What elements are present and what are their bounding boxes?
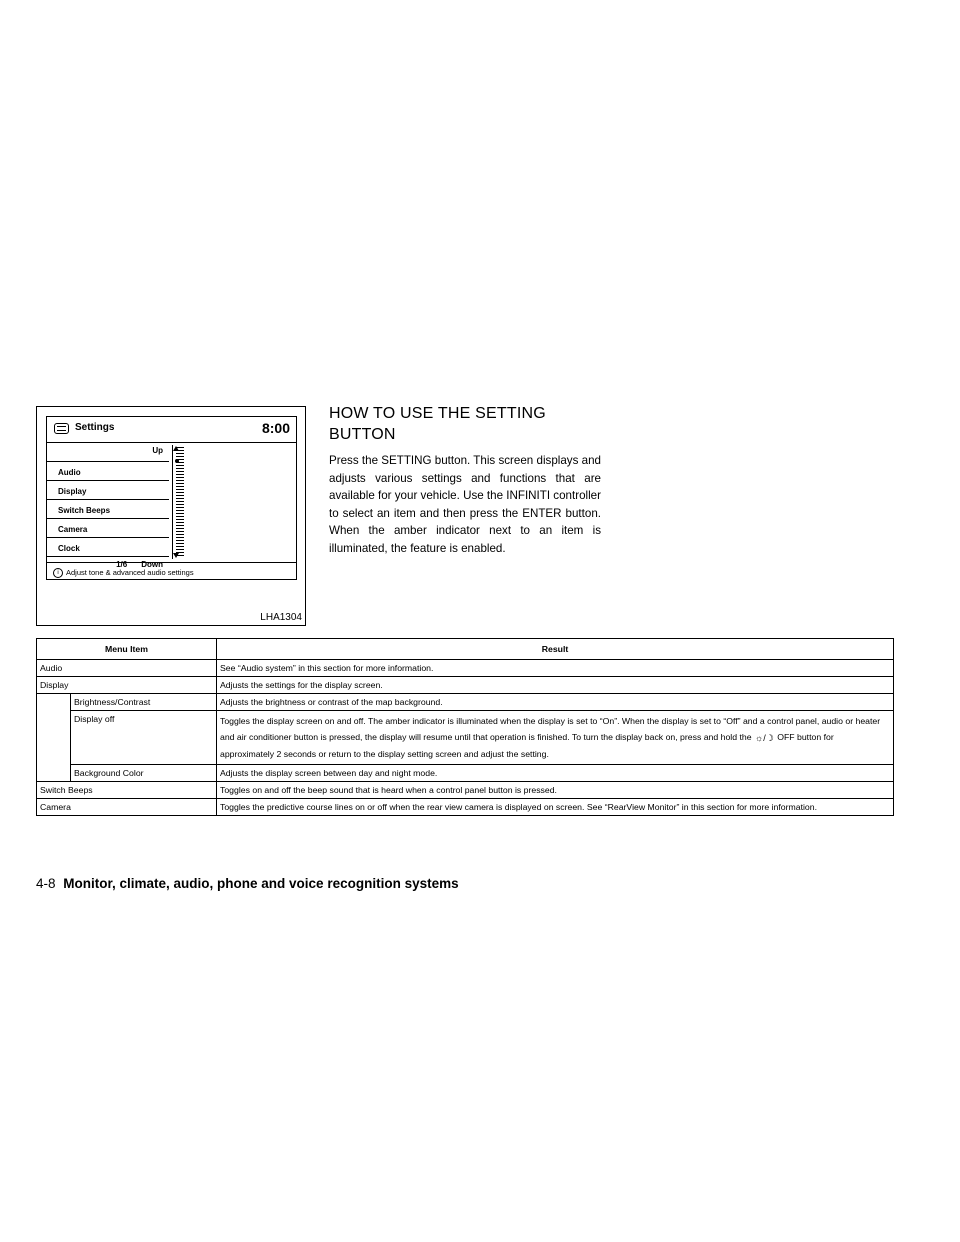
table-row [37,694,894,711]
row-item-display-off: Display off [71,711,217,765]
info-icon: i [53,568,63,578]
menu-item-camera: Camera [47,519,169,538]
info-text: Adjust tone & advanced audio settings [66,568,194,577]
table-row [37,799,894,816]
indent-gutter [37,694,71,782]
row-result-display-off [217,711,894,765]
row-item-display: Display [37,677,217,694]
table-row [37,711,894,765]
row-result-audio: See “Audio system” in this section for more information. [217,660,894,677]
table-header-row [37,639,894,660]
header-result: Result [217,639,894,660]
down-label: Down [141,560,163,569]
screen-clock: 8:00 [261,420,290,436]
settings-menu [47,443,169,576]
row-item-brightness: Brightness/Contrast [71,694,217,711]
scroll-up-arrow-icon [173,446,179,451]
row-result-background: Adjusts the display screen between day and night mode. [217,765,894,782]
table-row [37,782,894,799]
up-label: Up [47,443,169,462]
row-item-switch-beeps: Switch Beeps [37,782,217,799]
row-result-camera: Toggles the predictive course lines on or off when the rear view camera is displayed on screen. See “RearView Monitor” in this section for more information. [217,799,894,816]
table-row [37,765,894,782]
scroll-position-indicator [175,459,179,463]
menu-item-switch-beeps: Switch Beeps [47,500,169,519]
section-heading: HOW TO USE THE SETTING BUTTON [329,405,546,443]
page-number: 4-8 [36,876,56,891]
row-item-background: Background Color [71,765,217,782]
screen-header [47,417,296,443]
page-indicator: 1/6 [116,560,128,569]
menu-item-clock: Clock [47,538,169,557]
display-off-text-2: OFF button for approximately 2 seconds or return to the display setting screen and adjust the setting. [220,732,834,759]
section-intro: Press the SETTING button. This screen displays and adjusts various settings and functions that are available for your vehicle. Use the INFINITI controller to select an item and then press the ENTER button. When the amber indicator next to an item is illuminated, the feature is enabled. [329,454,601,555]
row-item-camera: Camera [37,799,217,816]
scroll-down-arrow-icon [173,553,179,558]
row-result-brightness: Adjusts the brightness or contrast of the map background. [217,694,894,711]
screen-info-bar [47,562,296,579]
row-item-audio: Audio [37,660,217,677]
settings-screen [46,416,297,580]
header-menu-item: Menu Item [37,639,217,660]
figure-code: LHA1304 [260,612,302,623]
page-footer [36,876,459,891]
menu-item-audio: Audio [47,462,169,481]
settings-table [36,638,894,816]
table-row [37,677,894,694]
settings-screen-figure [36,406,306,626]
row-result-switch-beeps: Toggles on and off the beep sound that is heard when a control panel button is pressed. [217,782,894,799]
settings-icon [54,423,69,434]
sun-moon-icon: ☼/☽ [754,733,774,743]
scroll-track [176,447,184,557]
chapter-title: Monitor, climate, audio, phone and voice recognition systems [63,876,459,891]
menu-item-display: Display [47,481,169,500]
display-off-text-1: Toggles the display screen on and off. The amber indicator is illuminated when the display is set to “On”. When the display is set to “Off” and a control panel, audio or heater and air conditioner button is pressed, the display will resume until that operation is finished. To turn the display back on, press and hold the [220,716,881,742]
row-result-display: Adjusts the settings for the display screen. [217,677,894,694]
table-row [37,660,894,677]
screen-title: Settings [75,422,115,433]
